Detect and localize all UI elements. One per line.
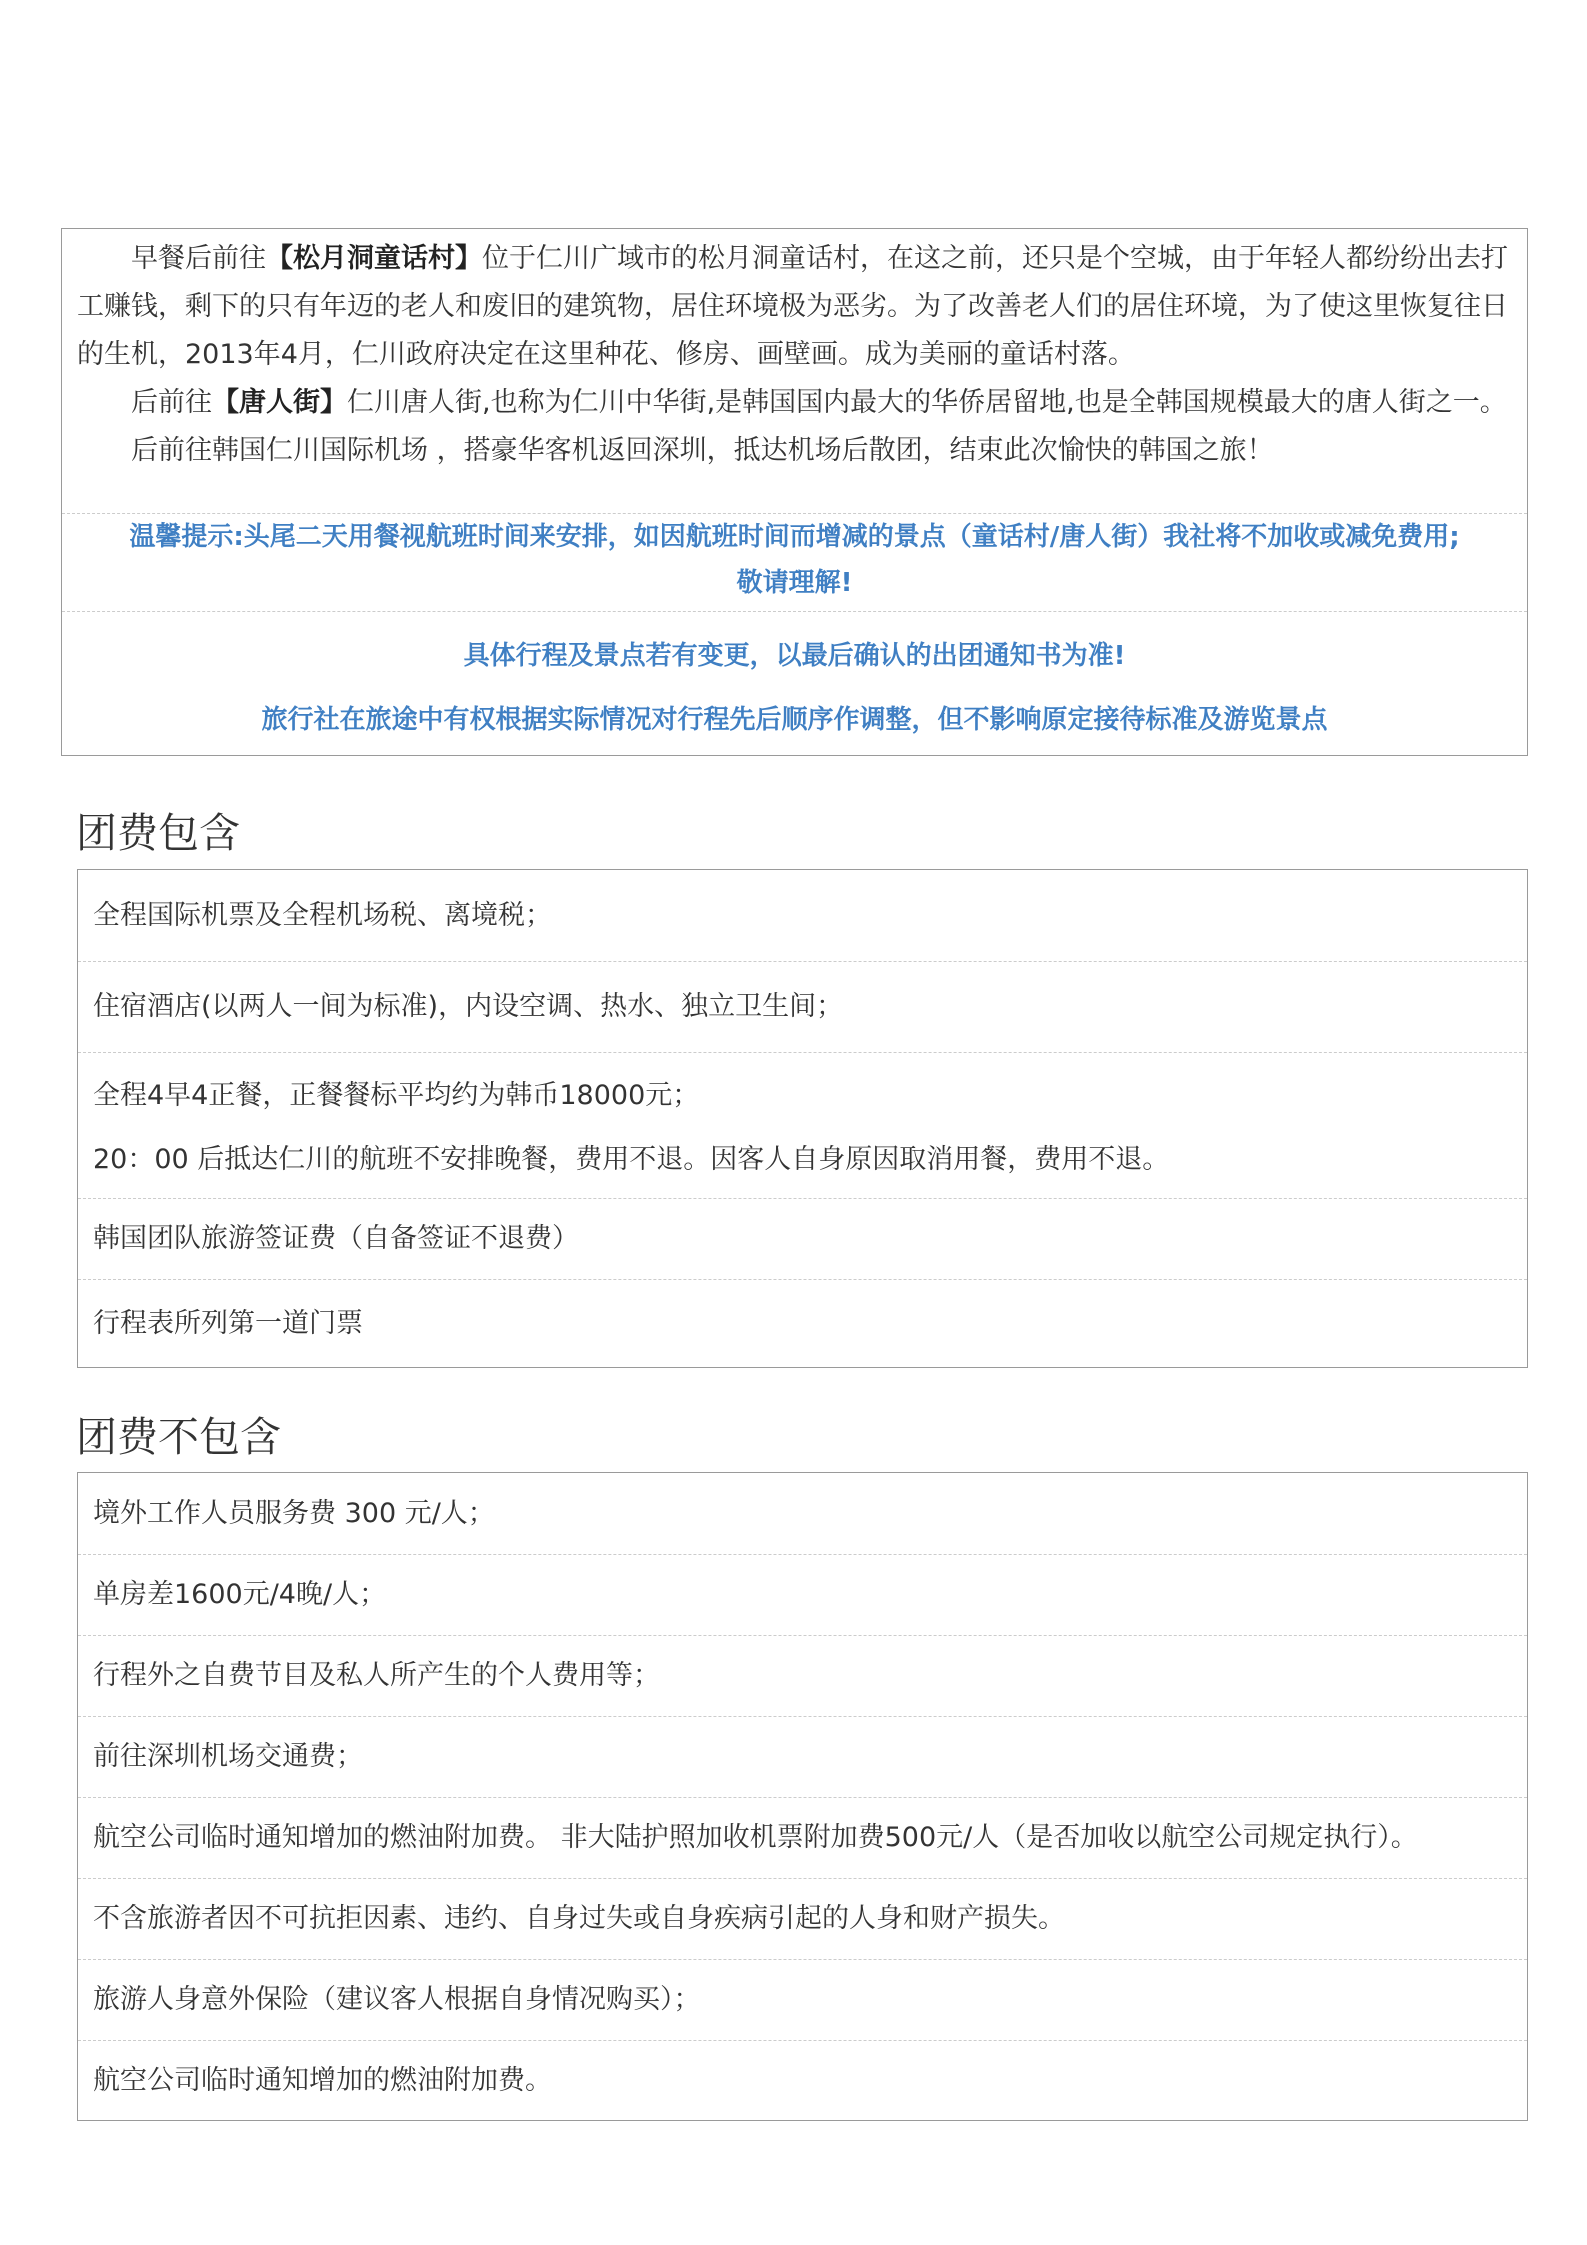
warm-tip-line: 敬请理解! (736, 568, 853, 598)
itinerary-paragraph (77, 235, 1513, 379)
paragraph-text: 仁川唐人街,也称为仁川中华街,是韩国国内最大的华侨居留地,也是全韩国规模最大的唐人街之一。 (347, 387, 1507, 418)
list-item (78, 2040, 1527, 2120)
excluded-list (77, 1472, 1528, 2121)
notice-line: 旅行社在旅途中有权根据实际情况对行程先后顺序作调整，但不影响原定接待标准及游览景点 (261, 705, 1328, 735)
included-title: 团费包含 (76, 809, 240, 857)
list-item-text: 住宿酒店(以两人一间为标准)，内设空调、热水、独立卫生间； (93, 991, 844, 1022)
schedule-notice (62, 611, 1527, 752)
list-item (78, 1878, 1527, 1959)
list-item-text: 全程国际机票及全程机场税、离境税； (93, 899, 552, 931)
attraction-name: 【唐人街】 (212, 387, 347, 418)
list-item-text: 单房差1600元/4晚/人； (93, 1579, 387, 1610)
list-item (78, 870, 1527, 961)
paragraph-text: 位于仁川广域市的松月洞童话村，在这之前，还只是个空城，由于年轻人都纷纷出去打工赚钱，剩下的只有年迈的老人和废旧的建筑物，居住环境极为恶劣。为了改善老人们的居住环境，为了使这里恢复往日的生机，2013年4月，仁川政府决定在这里种花、修房、画壁画。成为美丽的童话村落。 (77, 243, 1508, 370)
list-item-text: 旅游人身意外保险（建议客人根据自身情况购买）； (93, 1984, 701, 2015)
list-item-text: 航空公司临时通知增加的燃油附加费。 非大陆护照加收机票附加费500元/人（是否加收以航空公司规定执行）。 (93, 1822, 1418, 1853)
list-item (78, 1554, 1527, 1635)
list-item (78, 1052, 1527, 1198)
list-item-text: 全程4早4正餐，正餐餐标平均约为韩币18000元； (93, 1079, 700, 1111)
list-item (78, 1279, 1527, 1367)
list-item (78, 1797, 1527, 1878)
list-item (78, 1959, 1527, 2040)
itinerary-description (62, 229, 1527, 513)
itinerary-paragraph (77, 427, 1513, 475)
list-item (78, 1198, 1527, 1279)
warm-tip-line: 温馨提示:头尾二天用餐视航班时间来安排，如因航班时间而增减的景点（童话村/唐人街）我社将不加收或减免费用; (129, 522, 1460, 552)
list-item-text: 前往深圳机场交通费； (93, 1741, 363, 1772)
list-item-text: 不含旅游者因不可抗拒因素、违约、自身过失或自身疾病引起的人身和财产损失。 (93, 1903, 1065, 1934)
list-item-text: 韩国团队旅游签证费（自备签证不退费） (93, 1223, 579, 1254)
list-item-text: 航空公司临时通知增加的燃油附加费。 (93, 2064, 552, 2096)
list-item-text: 20：00 后抵达仁川的航班不安排晚餐，费用不退。因客人自身原因取消用餐，费用不退。 (93, 1143, 1170, 1175)
list-item (78, 1716, 1527, 1797)
list-item-text: 境外工作人员服务费 300 元/人； (93, 1497, 495, 1529)
paragraph-prefix: 后前往 (131, 387, 212, 418)
itinerary-box (61, 228, 1528, 756)
included-list (77, 869, 1528, 1368)
itinerary-paragraph (77, 379, 1513, 427)
list-item-text: 行程表所列第一道门票 (93, 1307, 363, 1339)
notice-line: 具体行程及景点若有变更，以最后确认的出团通知书为准! (463, 641, 1126, 671)
attraction-name: 【松月洞童话村】 (266, 243, 482, 274)
list-item (78, 1473, 1527, 1554)
list-item (78, 961, 1527, 1052)
excluded-title: 团费不包含 (76, 1413, 281, 1461)
warm-tip (62, 513, 1527, 611)
paragraph-text: 后前往韩国仁川国际机场 ，搭豪华客机返回深圳，抵达机场后散团，结束此次愉快的韩国之旅！ (131, 435, 1274, 466)
list-item-text: 行程外之自费节目及私人所产生的个人费用等； (93, 1660, 660, 1691)
paragraph-prefix: 早餐后前往 (131, 243, 266, 274)
list-item (78, 1635, 1527, 1716)
